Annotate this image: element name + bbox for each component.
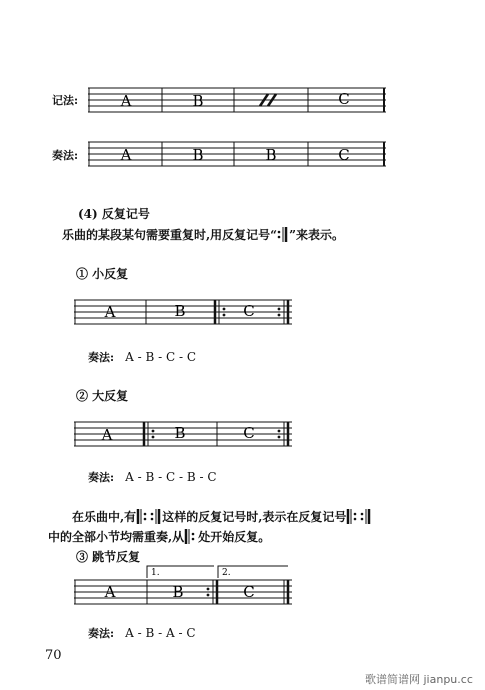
staff-note: C [243, 424, 255, 442]
volta-1-label: 1. [151, 568, 160, 578]
repeat-sign-icon [277, 226, 289, 242]
small-repeat-play-line [88, 346, 196, 365]
notation-label: 记法: [52, 94, 79, 107]
big-repeat-play-line [88, 466, 217, 485]
staff-note: A [104, 583, 116, 601]
small-repeat-play: A - B - C - C [125, 350, 197, 364]
staff-note: B [265, 146, 277, 164]
played-staff [88, 136, 388, 176]
intro-text: 乐曲的某段某句需要重复时,用反复记号“ [62, 228, 278, 242]
explain-text: 这样的反复记号时,表示在反复记号 [162, 510, 347, 524]
repeat-start-icon [184, 528, 198, 544]
staff-note: A [101, 426, 113, 444]
small-repeat-staff [74, 294, 294, 328]
jump-repeat-play-line [88, 622, 196, 641]
staff-note: B [192, 146, 204, 164]
staff-note: C [338, 146, 350, 164]
staff-note: B [174, 302, 186, 320]
play-label: 奏法: [88, 627, 115, 640]
staff-note: B [174, 424, 186, 442]
staff-note: A [104, 303, 116, 321]
big-repeat-play: A - B - C - B - C [125, 470, 217, 484]
play-label: 奏法: [88, 351, 115, 364]
jump-repeat-title: ③ 跳节反复 [76, 550, 141, 564]
section-title: (4) 反复记号 [78, 207, 150, 221]
staff-note: A [120, 92, 132, 110]
jump-repeat-staff [74, 562, 294, 610]
staff-note: B [172, 583, 184, 601]
play-label: 奏法: [52, 149, 79, 162]
repeat-pair-icon [136, 508, 162, 524]
staff-note: B [192, 92, 204, 110]
play-label: 奏法: [88, 471, 115, 484]
big-repeat-title: ② 大反复 [76, 389, 129, 403]
staff-note: C [338, 90, 350, 108]
staff-note: C [243, 302, 255, 320]
big-repeat-staff [74, 416, 294, 450]
watermark: 歌谱简谱网 jianpu.cc [365, 673, 473, 686]
staff-note: A [120, 146, 132, 164]
intro-paragraph [62, 226, 344, 243]
intro-text-end: ”来表示。 [289, 228, 344, 242]
volta-2-label: 2. [222, 568, 231, 578]
jump-repeat-play: A - B - A - C [125, 626, 196, 640]
explain-text: 在乐曲中,有 [72, 510, 137, 524]
small-repeat-title: ① 小反复 [76, 267, 129, 281]
explain-text: 中的全部小节均需重奏,从 [48, 530, 185, 544]
repeat-pair-icon [346, 508, 372, 524]
staff-note: C [243, 583, 255, 601]
notation-staff [88, 82, 388, 122]
explain-line-1 [72, 508, 372, 525]
page-number: 70 [45, 648, 62, 663]
explain-line-2 [48, 528, 270, 545]
explain-text: 处开始反复。 [198, 530, 271, 544]
